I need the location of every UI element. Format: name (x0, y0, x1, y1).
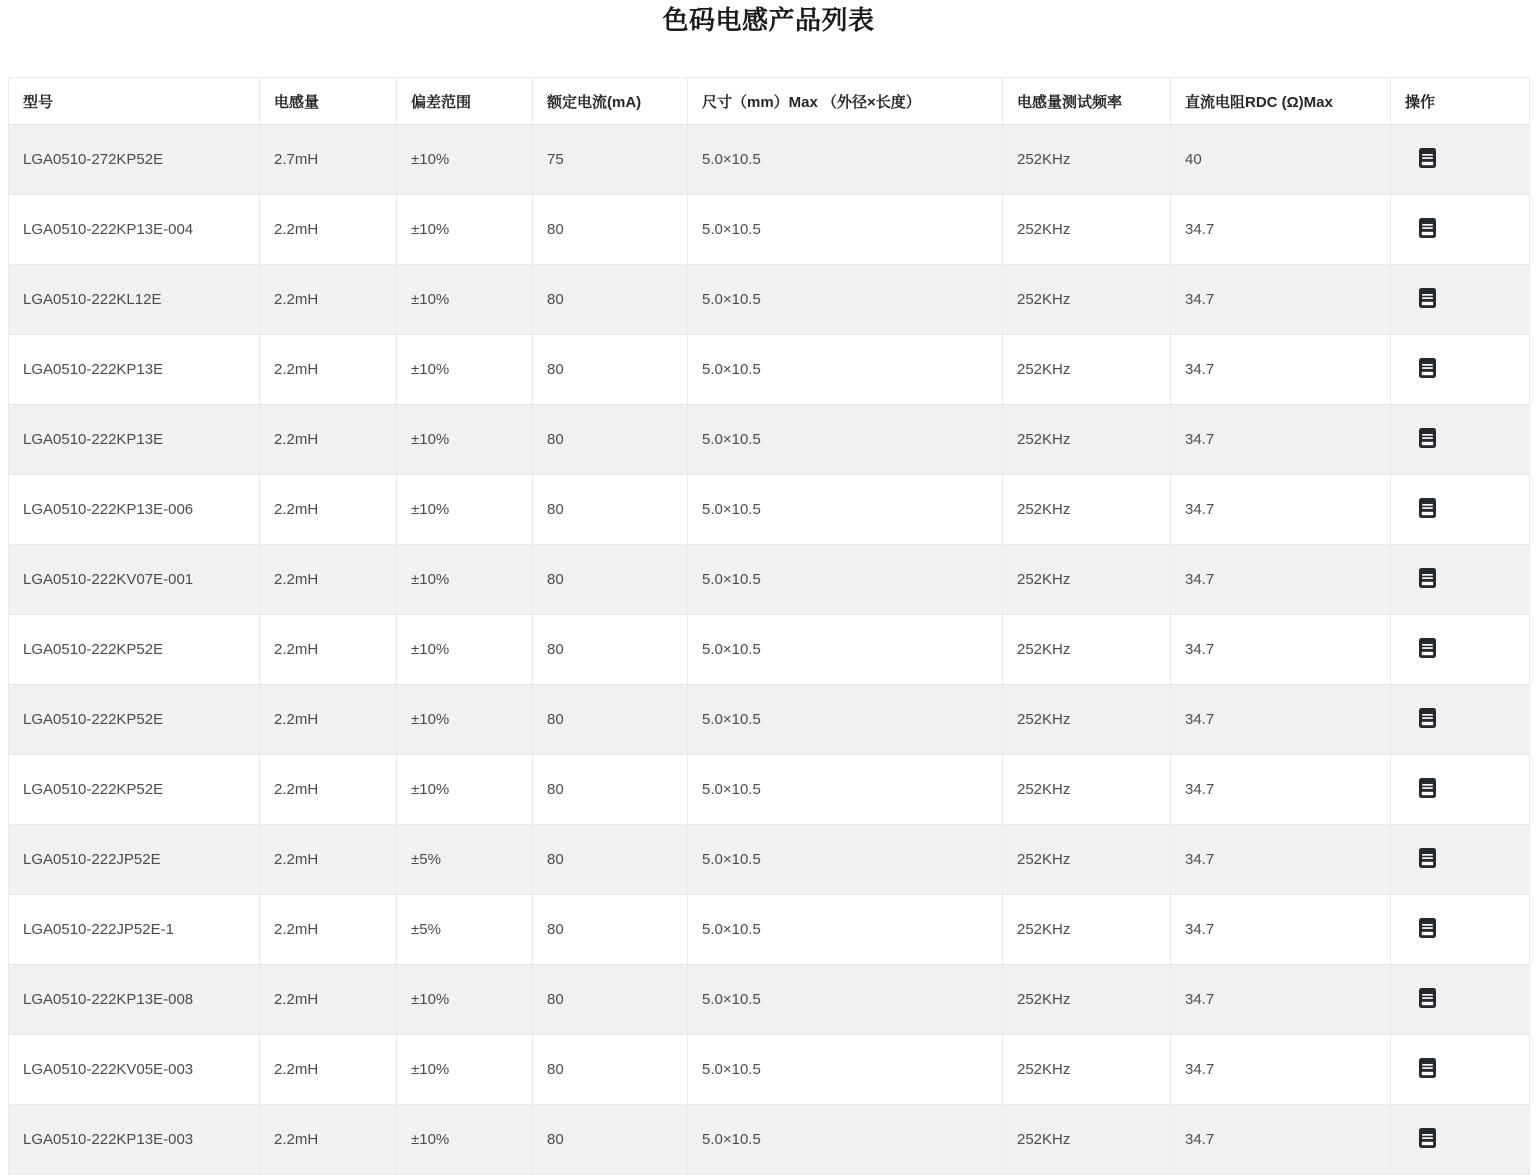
table-row (9, 405, 1530, 475)
cell-actions (1391, 125, 1530, 195)
cell-inductance: 2.2mH (260, 615, 397, 685)
cell-test-frequency: 252KHz (1003, 125, 1171, 195)
cell-inductance: 2.2mH (260, 265, 397, 335)
cell-inductance: 2.2mH (260, 825, 397, 895)
cell-size: 5.0×10.5 (688, 125, 1003, 195)
cell-tolerance: ±10% (397, 1105, 533, 1175)
view-detail-button[interactable] (1419, 1128, 1436, 1148)
cell-test-frequency: 252KHz (1003, 545, 1171, 615)
column-header-test-frequency: 电感量测试频率 (1003, 78, 1171, 125)
cell-actions (1391, 1035, 1530, 1105)
view-detail-button[interactable] (1419, 428, 1436, 448)
cell-rated-current: 80 (533, 475, 688, 545)
cell-rdc: 34.7 (1171, 895, 1391, 965)
catalog-book-icon (1419, 848, 1436, 868)
view-detail-button[interactable] (1419, 498, 1436, 518)
cell-size: 5.0×10.5 (688, 895, 1003, 965)
table-row (9, 1035, 1530, 1105)
cell-rated-current: 80 (533, 685, 688, 755)
cell-tolerance: ±10% (397, 1035, 533, 1105)
cell-rated-current: 80 (533, 755, 688, 825)
column-header-inductance: 电感量 (260, 78, 397, 125)
cell-size: 5.0×10.5 (688, 405, 1003, 475)
catalog-book-icon (1419, 218, 1436, 238)
cell-tolerance: ±10% (397, 545, 533, 615)
cell-size: 5.0×10.5 (688, 475, 1003, 545)
header-row (9, 78, 1530, 125)
cell-size: 5.0×10.5 (688, 335, 1003, 405)
cell-size: 5.0×10.5 (688, 1035, 1003, 1105)
cell-inductance: 2.2mH (260, 1035, 397, 1105)
view-detail-button[interactable] (1419, 638, 1436, 658)
table-row (9, 475, 1530, 545)
view-detail-button[interactable] (1419, 358, 1436, 378)
cell-model: LGA0510-222KP13E (9, 405, 260, 475)
cell-model: LGA0510-222KL12E (9, 265, 260, 335)
table-row (9, 825, 1530, 895)
catalog-book-icon (1419, 428, 1436, 448)
cell-size: 5.0×10.5 (688, 545, 1003, 615)
cell-tolerance: ±5% (397, 895, 533, 965)
column-header-tolerance: 偏差范围 (397, 78, 533, 125)
cell-tolerance: ±10% (397, 755, 533, 825)
cell-rated-current: 80 (533, 615, 688, 685)
catalog-book-icon (1419, 288, 1436, 308)
cell-inductance: 2.2mH (260, 965, 397, 1035)
catalog-book-icon (1419, 778, 1436, 798)
table-row (9, 335, 1530, 405)
cell-size: 5.0×10.5 (688, 965, 1003, 1035)
cell-model: LGA0510-272KP52E (9, 125, 260, 195)
cell-tolerance: ±10% (397, 685, 533, 755)
cell-inductance: 2.2mH (260, 195, 397, 265)
view-detail-button[interactable] (1419, 288, 1436, 308)
cell-tolerance: ±10% (397, 335, 533, 405)
cell-tolerance: ±10% (397, 475, 533, 545)
view-detail-button[interactable] (1419, 568, 1436, 588)
table-row (9, 265, 1530, 335)
cell-inductance: 2.7mH (260, 125, 397, 195)
cell-rdc: 34.7 (1171, 545, 1391, 615)
cell-actions (1391, 965, 1530, 1035)
cell-test-frequency: 252KHz (1003, 1105, 1171, 1175)
cell-size: 5.0×10.5 (688, 1105, 1003, 1175)
cell-actions (1391, 475, 1530, 545)
column-header-model: 型号 (9, 78, 260, 125)
cell-rated-current: 80 (533, 195, 688, 265)
cell-rated-current: 80 (533, 545, 688, 615)
cell-test-frequency: 252KHz (1003, 965, 1171, 1035)
cell-actions (1391, 615, 1530, 685)
cell-rdc: 34.7 (1171, 265, 1391, 335)
view-detail-button[interactable] (1419, 918, 1436, 938)
catalog-book-icon (1419, 1058, 1436, 1078)
cell-rated-current: 75 (533, 125, 688, 195)
cell-model: LGA0510-222KP13E-006 (9, 475, 260, 545)
cell-actions (1391, 895, 1530, 965)
catalog-book-icon (1419, 918, 1436, 938)
cell-test-frequency: 252KHz (1003, 1035, 1171, 1105)
cell-inductance: 2.2mH (260, 1105, 397, 1175)
cell-rated-current: 80 (533, 405, 688, 475)
cell-rated-current: 80 (533, 825, 688, 895)
cell-model: LGA0510-222KV07E-001 (9, 545, 260, 615)
cell-actions (1391, 405, 1530, 475)
cell-size: 5.0×10.5 (688, 615, 1003, 685)
view-detail-button[interactable] (1419, 778, 1436, 798)
cell-actions (1391, 755, 1530, 825)
cell-rdc: 34.7 (1171, 615, 1391, 685)
cell-tolerance: ±5% (397, 825, 533, 895)
cell-rdc: 34.7 (1171, 335, 1391, 405)
view-detail-button[interactable] (1419, 148, 1436, 168)
catalog-book-icon (1419, 988, 1436, 1008)
column-header-size: 尺寸（mm）Max （外径×长度） (688, 78, 1003, 125)
catalog-book-icon (1419, 568, 1436, 588)
cell-size: 5.0×10.5 (688, 825, 1003, 895)
cell-inductance: 2.2mH (260, 405, 397, 475)
column-header-actions: 操作 (1391, 78, 1530, 125)
cell-rated-current: 80 (533, 965, 688, 1035)
cell-model: LGA0510-222KP52E (9, 615, 260, 685)
cell-test-frequency: 252KHz (1003, 405, 1171, 475)
cell-rdc: 34.7 (1171, 405, 1391, 475)
cell-inductance: 2.2mH (260, 475, 397, 545)
cell-inductance: 2.2mH (260, 335, 397, 405)
cell-tolerance: ±10% (397, 615, 533, 685)
table-row (9, 685, 1530, 755)
cell-rated-current: 80 (533, 1105, 688, 1175)
inductor-product-table (8, 77, 1530, 1175)
cell-actions (1391, 195, 1530, 265)
table-row (9, 755, 1530, 825)
cell-tolerance: ±10% (397, 195, 533, 265)
table-row (9, 125, 1530, 195)
cell-inductance: 2.2mH (260, 755, 397, 825)
cell-inductance: 2.2mH (260, 895, 397, 965)
cell-rated-current: 80 (533, 335, 688, 405)
cell-rdc: 34.7 (1171, 685, 1391, 755)
cell-size: 5.0×10.5 (688, 195, 1003, 265)
catalog-book-icon (1419, 498, 1436, 518)
cell-inductance: 2.2mH (260, 685, 397, 755)
catalog-book-icon (1419, 638, 1436, 658)
cell-actions (1391, 265, 1530, 335)
cell-model: LGA0510-222JP52E-1 (9, 895, 260, 965)
view-detail-button[interactable] (1419, 988, 1436, 1008)
cell-size: 5.0×10.5 (688, 755, 1003, 825)
view-detail-button[interactable] (1419, 1058, 1436, 1078)
cell-test-frequency: 252KHz (1003, 195, 1171, 265)
cell-model: LGA0510-222KP13E-004 (9, 195, 260, 265)
cell-size: 5.0×10.5 (688, 265, 1003, 335)
cell-model: LGA0510-222KV05E-003 (9, 1035, 260, 1105)
cell-model: LGA0510-222KP13E-003 (9, 1105, 260, 1175)
cell-actions (1391, 685, 1530, 755)
catalog-book-icon (1419, 1128, 1436, 1148)
cell-model: LGA0510-222KP52E (9, 685, 260, 755)
table-row (9, 615, 1530, 685)
table-row (9, 965, 1530, 1035)
cell-rdc: 40 (1171, 125, 1391, 195)
cell-inductance: 2.2mH (260, 545, 397, 615)
cell-rated-current: 80 (533, 265, 688, 335)
cell-test-frequency: 252KHz (1003, 265, 1171, 335)
table-row (9, 895, 1530, 965)
table-row (9, 195, 1530, 265)
page-title: 色码电感产品列表 (662, 5, 875, 35)
view-detail-button[interactable] (1419, 218, 1436, 238)
cell-rdc: 34.7 (1171, 755, 1391, 825)
cell-actions (1391, 825, 1530, 895)
cell-test-frequency: 252KHz (1003, 335, 1171, 405)
cell-rdc: 34.7 (1171, 965, 1391, 1035)
cell-tolerance: ±10% (397, 405, 533, 475)
catalog-book-icon (1419, 148, 1436, 168)
cell-tolerance: ±10% (397, 965, 533, 1035)
cell-model: LGA0510-222KP13E (9, 335, 260, 405)
table-row (9, 545, 1530, 615)
cell-model: LGA0510-222JP52E (9, 825, 260, 895)
cell-size: 5.0×10.5 (688, 685, 1003, 755)
table-row (9, 1105, 1530, 1175)
cell-rdc: 34.7 (1171, 195, 1391, 265)
cell-actions (1391, 545, 1530, 615)
column-header-rdc: 直流电阻RDC (Ω)Max (1171, 78, 1391, 125)
catalog-book-icon (1419, 358, 1436, 378)
view-detail-button[interactable] (1419, 848, 1436, 868)
cell-test-frequency: 252KHz (1003, 615, 1171, 685)
cell-rdc: 34.7 (1171, 825, 1391, 895)
cell-actions (1391, 335, 1530, 405)
cell-test-frequency: 252KHz (1003, 825, 1171, 895)
view-detail-button[interactable] (1419, 708, 1436, 728)
cell-test-frequency: 252KHz (1003, 895, 1171, 965)
cell-rdc: 34.7 (1171, 475, 1391, 545)
cell-rdc: 34.7 (1171, 1035, 1391, 1105)
cell-rated-current: 80 (533, 895, 688, 965)
catalog-book-icon (1419, 708, 1436, 728)
cell-test-frequency: 252KHz (1003, 685, 1171, 755)
column-header-rated-current: 额定电流(mA) (533, 78, 688, 125)
cell-model: LGA0510-222KP52E (9, 755, 260, 825)
cell-actions (1391, 1105, 1530, 1175)
cell-model: LGA0510-222KP13E-008 (9, 965, 260, 1035)
cell-test-frequency: 252KHz (1003, 755, 1171, 825)
cell-tolerance: ±10% (397, 125, 533, 195)
cell-rated-current: 80 (533, 1035, 688, 1105)
cell-test-frequency: 252KHz (1003, 475, 1171, 545)
cell-rdc: 34.7 (1171, 1105, 1391, 1175)
cell-tolerance: ±10% (397, 265, 533, 335)
